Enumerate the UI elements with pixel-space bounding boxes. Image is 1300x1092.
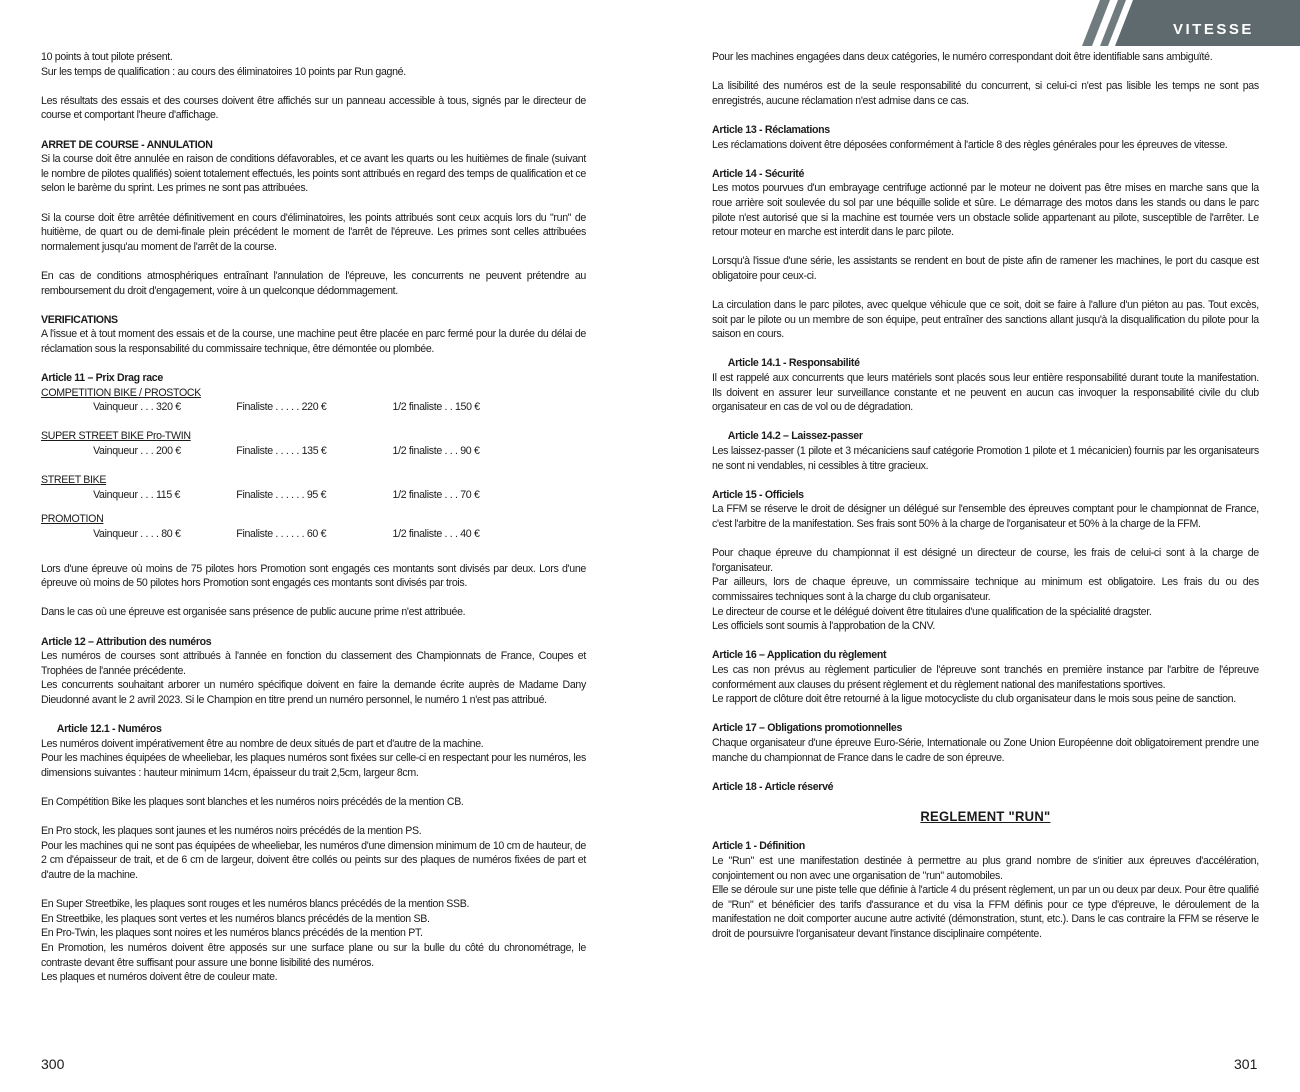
article-15-section [712,488,1259,532]
section-heading: ARRET DE COURSE - ANNULATION [41,138,213,151]
paragraph: Les plaques et numéros doivent être de couleur mate. [41,971,278,984]
article-heading: Article 12 – Attribution des numéros [41,635,212,648]
article-heading: Article 1 - Définition [712,840,805,853]
paragraph: Chaque organisateur d'une épreuve Euro-Série, Internationale ou Zone Union Européenne doit obligatoirement prendre une manche du championnat de France dans le cadre de son épreuve. [712,736,1259,764]
paragraph: La FFM se réserve le droit de désigner un délégué sur l'ensemble des épreuves comptant pour le championnat de France, c'est l'arbitre de la manifestation. Ses frais sont 50% à la charge de l'organisateur et 50% à la charge de la FFM. [712,503,1259,530]
article-17-section [712,721,1259,765]
article-heading: Article 15 - Officiels [712,488,804,501]
article-heading: Article 13 - Réclamations [712,123,830,136]
article-heading: Article 14 - Sécurité [712,167,805,180]
right-page-content [712,50,1259,942]
prize-row [41,400,586,415]
prize-category [41,429,586,458]
prize-row [41,527,586,542]
paragraph: Pour les machines qui ne sont pas équipées de wheeliebar, les numéros d'une dimension minimum de 10 cm de hauteur, de 2 cm d'épaisseur de trait, et de 6 cm de largeur, doivent être collés ou peints sur des plaques de numéros fixées de part et d'autre de la machine. [41,839,586,882]
finalist-prize: Finaliste . . . . . . 60 € [236,528,327,540]
article-heading: Article 12.1 - Numéros [56,723,162,736]
finalist-prize: Finaliste . . . . . . 95 € [236,488,327,501]
paragraph: En Super Streetbike, les plaques sont rouges et les numéros blancs précédés de la mention SSB. [41,898,470,911]
paragraph-group [712,546,1259,634]
winner-prize: Vainqueur . . . . 80 € [93,528,181,540]
prize-category [41,386,586,415]
paragraph: En Promotion, les numéros doivent être apposés sur une surface plane ou sur la bulle du côté du chronométrage, le contraste devant être suffisant pour assure une bonne lisibilité des numéros. [41,942,586,969]
paragraph: Le "Run" est une manifestation destinée à permettre au plus grand nombre de s'initier aux épreuves d'accélération, conjointement ou non avec une organisation de "run" automobiles. [712,855,1259,882]
left-page-content [41,50,586,985]
paragraph: Les cas non prévus au règlement particulier de l'épreuve sont tranchés en première instance par l'arbitre de l'épreuve conformément aux clauses du présent règlement et du règlement national des manifestations sportives. [712,663,1259,691]
prize-row [41,488,586,503]
paragraph: Lors d'une épreuve où moins de 75 pilotes hors Promotion sont engagés ces montants sont divisés par deux. Lors d'une épreuve où moins de 50 pilotes hors Promotion sont engagés ces montants sont divisés par trois. [41,562,586,590]
prize-category [41,473,586,502]
paragraph: Si la course doit être arrêtée définitivement en cours d'éliminatoires, les points attribués sont ceux acquis lors du "run" de huitième, de quart ou de demi-finale plein précédent le moment de l'arrêt de l'épreuve. Les primes sont celles attribuées normalement jusqu'au moment de l'arrêt de la course. [41,211,586,253]
winner-prize: Vainqueur . . . 115 € [93,488,181,501]
prize-category-name: COMPETITION BIKE / PROSTOCK [41,386,201,399]
article-heading: Article 17 – Obligations promotionnelles [712,722,903,735]
winner-prize: Vainqueur . . . 200 € [93,445,181,458]
text-line: 10 points à tout pilote présent. [41,51,173,63]
paragraph: En Pro stock, les plaques sont jaunes et les numéros noirs précédés de la mention PS. [41,825,422,838]
paragraph: En Compétition Bike les plaques sont blanches et les numéros noirs précédés de la mention CB. [41,796,464,809]
section-banner [1070,0,1300,46]
paragraph: Les résultats des essais et des courses doivent être affichés sur un panneau accessible à tous, signés par le directeur de course et comportant l'heure d'affichage. [41,94,586,122]
article-heading: Article 11 – Prix Drag race [41,372,163,385]
paragraph-group [41,824,586,882]
paragraph: Elle se déroule sur une piste telle que définie à l'article 4 du présent règlement, un par un ou deux par deux. Pour être qualifié de "Run" et bénéficier des tarifs d'assurance et du visa la FFM définis pour ce type d'épreuve, le déroulement de la manifestation ne doit comporter aucune autre activité (démonstration, stunt, etc.). Dans le cas contraire la FFM se réserve le droit de poursuivre l'organisateur devant l'instance disciplinaire compétente. [712,884,1259,941]
paragraph: Les concurrents souhaitant arborer un numéro spécifique doivent en faire la demande écrite auprès de Madame Dany Dieudonné avant le 2 avril 2023. Si le Champion en titre prend un numéro personnel, le numéro 1 n'est pas attribué. [41,679,586,706]
paragraph: Le rapport de clôture doit être retourné à la ligue motocycliste du club organisateur dans le mois sous peine de sanction. [712,693,1236,706]
paragraph: Pour chaque épreuve du championnat il est désigné un directeur de course, les frais de celui-ci sont à la charge de l'organisateur. [712,547,1259,574]
paragraph: La lisibilité des numéros est de la seule responsabilité du concurrent, si celui-ci n'est pas lisible les temps ne sont pas enregistrés, aucune réclamation n'est admise dans ce cas. [712,80,1259,107]
semifinalist-prize: 1/2 finaliste . . . 70 € [392,488,480,501]
paragraph: A l'issue et à tout moment des essais et de la course, une machine peut être placée en parc fermé pour la durée du délai de réclamation sous la responsabilité du commissaire technique, être démontée ou plombée. [41,328,586,355]
paragraph: Les numéros doivent impérativement être au nombre de deux situés de part et d'autre de la machine. [41,737,484,750]
semifinalist-prize: 1/2 finaliste . . . 90 € [392,445,480,458]
article-14-section [712,167,1259,240]
paragraph: En Streetbike, les plaques sont vertes et les numéros blancs précédés de la mention SB. [41,912,430,925]
prize-category-name: STREET BIKE [41,474,107,487]
paragraph: Pour les machines engagées dans deux catégories, le numéro correspondant doit être identifiable sans ambiguïté. [712,51,1213,63]
paragraph: Lorsqu'à l'issue d'une série, les assistants se rendent en bout de piste afin de ramener les machines, le port du casque est obligatoire pour ceux-ci. [712,255,1259,282]
arret-section [41,138,586,196]
finalist-prize: Finaliste . . . . . 220 € [236,401,327,414]
paragraph: Il est rappelé aux concurrents que leurs matériels sont placés sous leur entière responsabilité durant toute la manifestation. Ils doivent en assurer leur surveillance constante et ne peuvent en aucun cas invoquer la responsabilité civile du club organisateur en cas de vol ou de dégradation. [712,372,1259,414]
article-heading: Article 14.2 – Laissez-passer [727,430,863,443]
section-label: VITESSE [1173,21,1254,38]
article-heading: Article 16 – Application du règlement [712,649,887,662]
prize-category-name: PROMOTION [41,513,104,526]
page-number-left: 300 [41,1056,65,1072]
prize-category-name: SUPER STREET BIKE Pro-TWIN [41,430,191,443]
finalist-prize: Finaliste . . . . . 135 € [236,445,327,458]
article-14-2-section [712,429,1259,473]
paragraph: En cas de conditions atmosphériques entraînant l'annulation de l'épreuve, les concurrents ne peuvent prétendre au remboursement du droit d'engagement, voire à un quelconque dédommagement. [41,269,586,297]
paragraph: Pour les machines équipées de wheeliebar, les plaques numéros sont fixées sur celle-ci en respectant pour les numéros, les dimensions suivantes : hauteur minimum 14cm, épaisseur du trait 2,5cm, largeur 8cm. [41,752,586,779]
paragraph: Les officiels sont soumis à l'approbation de la CNV. [712,620,935,633]
paragraph: En Pro-Twin, les plaques sont noires et les numéros blancs précédés de la mention PT. [41,927,423,940]
article-12-section [41,635,586,708]
paragraph-group [41,897,586,985]
article-14-1-section [712,356,1259,414]
paragraph: La circulation dans le parc pilotes, avec quelque véhicule que ce soit, doit se faire à l'allure d'un piéton au pas. Tout excès, soit par le pilote ou un membre de son équipe, peut entraîner des sanctions allant jusqu'à la disqualification du pilote pour la saison en cours. [712,299,1259,341]
semifinalist-prize: 1/2 finaliste . . 150 € [392,401,480,414]
winner-prize: Vainqueur . . . 320 € [93,401,181,414]
article-16-section [712,648,1259,706]
paragraph: Les réclamations doivent être déposées conformément à l'article 8 des règles générales pour les épreuves de vitesse. [712,138,1228,151]
page-number-right: 301 [1234,1056,1258,1072]
article-12-1-section [41,722,586,780]
article-18-section [712,780,1259,795]
run-article-1-section [712,839,1259,941]
prize-row [41,444,586,459]
paragraph: Dans le cas où une épreuve est organisée sans présence de public aucune prime n'est attribuée. [41,606,466,619]
semifinalist-prize: 1/2 finaliste . . . 40 € [392,528,480,540]
paragraph: Les motos pourvues d'un embrayage centrifuge actionné par le moteur ne doivent pas être mises en marche sans que la roue arrière soit soulevée du sol par une béquille solide et sûre. Le démarrage des motos dans les stands ou dans le parc pilote n'est autorisé que si la machine est tournée vers un obstacle solide appartenant au pilote, susceptible de l'arrêter. Le retour moteur en marche est interdit dans le parc pilote. [712,182,1259,239]
text-line: Sur les temps de qualification : au cours des éliminatoires 10 points par Run gagné. [41,65,406,78]
paragraph: Les laissez-passer (1 pilote et 3 mécaniciens sauf catégorie Promotion 1 pilote et 1 mécanicien) fournis par les organisateurs ne sont ni vendables, ni cessibles à titre gracieux. [712,445,1259,472]
article-heading: Article 18 - Article réservé [712,780,834,793]
paragraph [41,50,586,79]
paragraph: Si la course doit être annulée en raison de conditions défavorables, et ce avant les quarts ou les huitièmes de finale (suivant le nombre de pilotes qualifiés) soient totalement effectués, les points sont attribués en regard des temps de qualification et ce selon le barème du sprint. Les primes ne sont pas attribuées. [41,153,586,195]
article-heading: Article 14.1 - Responsabilité [727,357,860,370]
section-heading: VERIFICATIONS [41,313,118,326]
paragraph: Le directeur de course et le délégué doivent être titulaires d'une qualification de la spécialité dragster. [712,605,1152,618]
run-rules-title: REGLEMENT "RUN" [920,807,1051,824]
paragraph: Par ailleurs, lors de chaque épreuve, un commissaire technique au minimum est obligatoire. Les frais du ou des commissaires techniques sont à la charge du club organisateur. [712,576,1259,603]
article-13-section [712,123,1259,152]
verifications-section [41,313,586,357]
paragraph: Les numéros de courses sont attribués à l'année en fonction du classement des Championnats de France, Coupes et Trophées de l'année précédente. [41,650,586,677]
prize-category [41,512,586,541]
